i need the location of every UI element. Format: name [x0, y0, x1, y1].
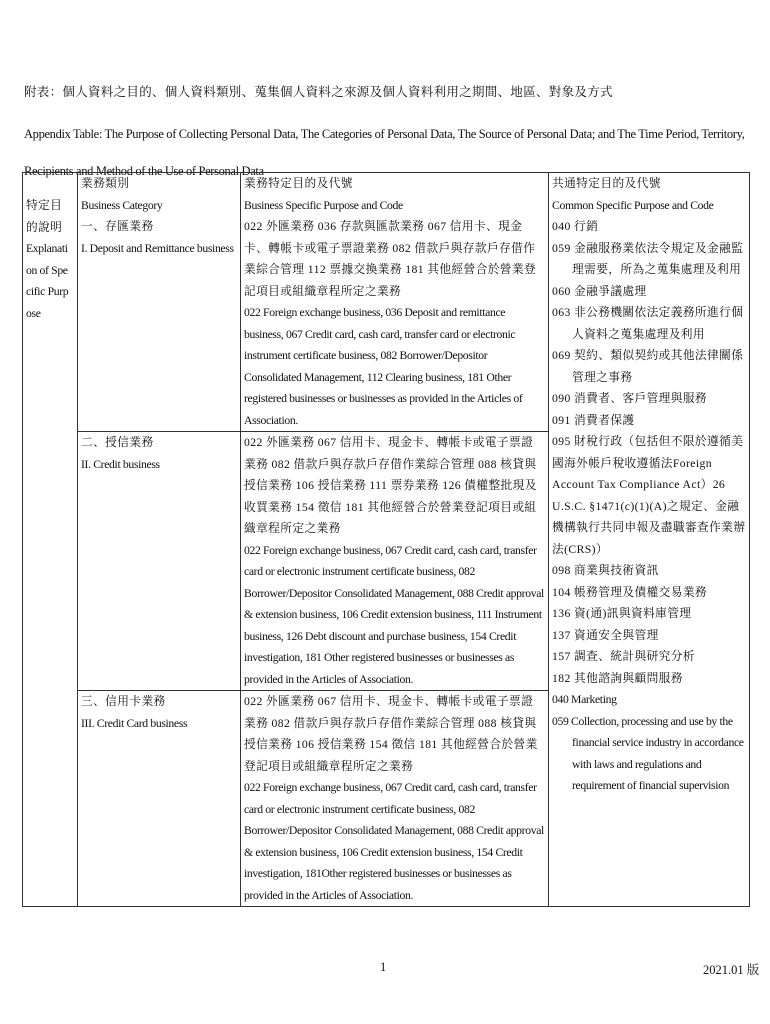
category-2-en: II. Credit business	[81, 457, 160, 471]
table-row-1	[23, 173, 750, 432]
purpose-table	[22, 172, 750, 907]
purpose-2-en: 022 Foreign exchange business, 067 Credit card, cash card, transfer card or electronic instrument certificate business, 082 Borrower/Depositor Consolidated Management, 088 Credit approval & extension business, 106 Credit extension business, 111 Instrument business, 126 Debt discount and purchase business, 154 Credit investigation, 181 Other registered businesses or businesses as provided in the Articles of Association.	[244, 543, 544, 686]
purpose-header-zh: 業務特定目的及代號	[244, 177, 353, 190]
purpose-2-zh: 022 外匯業務 067 信用卡、現金卡、轉帳卡或電子票證業務 082 借款戶與存款戶存借作業綜合管理 088 核貸與授信業務 106 授信業務 111 票券業務 126 債權整批現及收買業務 154 徵信 181 其他經營合於營業登記項目或組織章程所定之業務	[244, 436, 537, 535]
purpose-1-en: 022 Foreign exchange business, 036 Deposit and remittance business, 067 Credit card, cash card, transfer card or electronic instrument certificate business, 082 Borrower/Depositor Consolidated Management, 112 Clearing business, 181 Other registered businesses or businesses as provided in the Articles of Association.	[244, 306, 523, 427]
page-number: 1	[380, 960, 387, 974]
category-1-en: I. Deposit and Remittance business	[81, 241, 234, 255]
common-purpose-item: 040 Marketing	[552, 693, 617, 706]
category-cell-1	[78, 173, 241, 432]
category-2-zh: 二、授信業務	[81, 436, 154, 449]
title-english: Appendix Table: The Purpose of Collecting Personal Data, The Categories of Personal Data, The Source of Personal Data; and The Time Period, Territory, Recipients and Method of the Use of Personal Data	[24, 127, 745, 178]
common-purpose-list	[552, 216, 746, 689]
purpose-1-zh: 022 外匯業務 036 存款與匯款業務 067 信用卡、現金卡、轉帳卡或電子票證業務 082 借款戶與存款戶存借作業綜合管理 112 票據交換業務 181 其他經營合於營業登記項目或組織章程所定之業務	[244, 220, 537, 298]
common-purpose-item: 069 契約、類似契約或其他法律關係管理之事務	[552, 349, 744, 384]
category-1-zh: 一、存匯業務	[81, 220, 154, 233]
category-header-zh: 業務類別	[81, 177, 130, 190]
common-purpose-item: 091 消費者保護	[552, 413, 635, 427]
common-purpose-item: 182 其他諮詢與顧問服務	[552, 671, 683, 685]
common-purpose-item: 059 金融服務業依法令規定及金融監理需要，所為之蒐集處理及利用	[552, 241, 744, 276]
common-purpose-cell	[549, 173, 750, 907]
common-purpose-en-list	[552, 689, 746, 797]
common-purpose-item: 136 資(通)訊與資料庫管理	[552, 607, 692, 620]
specific-purpose-label-zh: 特定目的說明	[26, 199, 63, 234]
common-header-en: Common Specific Purpose and Code	[552, 198, 714, 212]
purpose-3-zh: 022 外匯業務 067 信用卡、現金卡、轉帳卡或電子票證業務 082 借款戶與存款戶存借作業綜合管理 088 核貸與授信業務 106 授信業務 154 徵信 181 其他經營合於營業登記項目或組織章程所定之業務	[244, 695, 538, 773]
common-purpose-item: 137 資通安全與管理	[552, 628, 659, 642]
purpose-3-en: 022 Foreign exchange business, 067 Credit card, cash card, transfer card or electronic instrument certificate business, 082 Borrower/Depositor Consolidated Management, 088 Credit approval & extension business, 106 Credit extension business, 154 Credit investigation, 181Other registered businesses or businesses as provided in the Articles of Association.	[244, 781, 544, 902]
common-purpose-item: 060 金融爭議處理	[552, 284, 647, 298]
common-purpose-item: 059 Collection, processing and use by the financial service industry in accordance with laws and regulations and requirement of financial supervision	[552, 714, 744, 792]
specific-purpose-label-en: Explanation of Specific Purpose	[26, 242, 69, 320]
purpose-cell-3	[241, 691, 549, 907]
purpose-cell-2	[241, 432, 549, 691]
common-header-zh: 共通特定目的及代號	[552, 177, 661, 190]
category-3-en: III. Credit Card business	[81, 716, 188, 730]
category-cell-3	[78, 691, 241, 907]
version-label: 2021.01 版	[703, 963, 760, 977]
category-cell-2	[78, 432, 241, 691]
common-purpose-item: 104 帳務管理及債權交易業務	[552, 585, 708, 599]
specific-purpose-label-cell	[23, 173, 78, 907]
category-3-zh: 三、信用卡業務	[81, 695, 166, 708]
common-purpose-item: 098 商業與技術資訊	[552, 564, 659, 577]
purpose-header-en: Business Specific Purpose and Code	[244, 198, 403, 212]
common-purpose-item: 040 行銷	[552, 220, 599, 233]
common-purpose-item: 095 財稅行政（包括但不限於遵循美國海外帳戶稅收遵循法Foreign Account Tax Compliance Act）26 U.S.C. §1471(c)(1)(A)之規定、金融機構執行共同申報及盡職審查作業辦法(CRS)）	[552, 435, 746, 556]
category-header-en: Business Category	[81, 198, 163, 212]
common-purpose-item: 063 非公務機關依法定義務所進行個人資料之蒐集處理及利用	[552, 306, 744, 341]
title-chinese: 附表：個人資料之目的、個人資料類別、蒐集個人資料之來源及個人資料利用之期間、地區、對象及方式	[24, 85, 613, 99]
purpose-cell-1	[241, 173, 549, 432]
common-purpose-item: 157 調查、統計與研究分析	[552, 650, 695, 663]
common-purpose-item: 090 消費者、客戶管理與服務	[552, 392, 708, 405]
